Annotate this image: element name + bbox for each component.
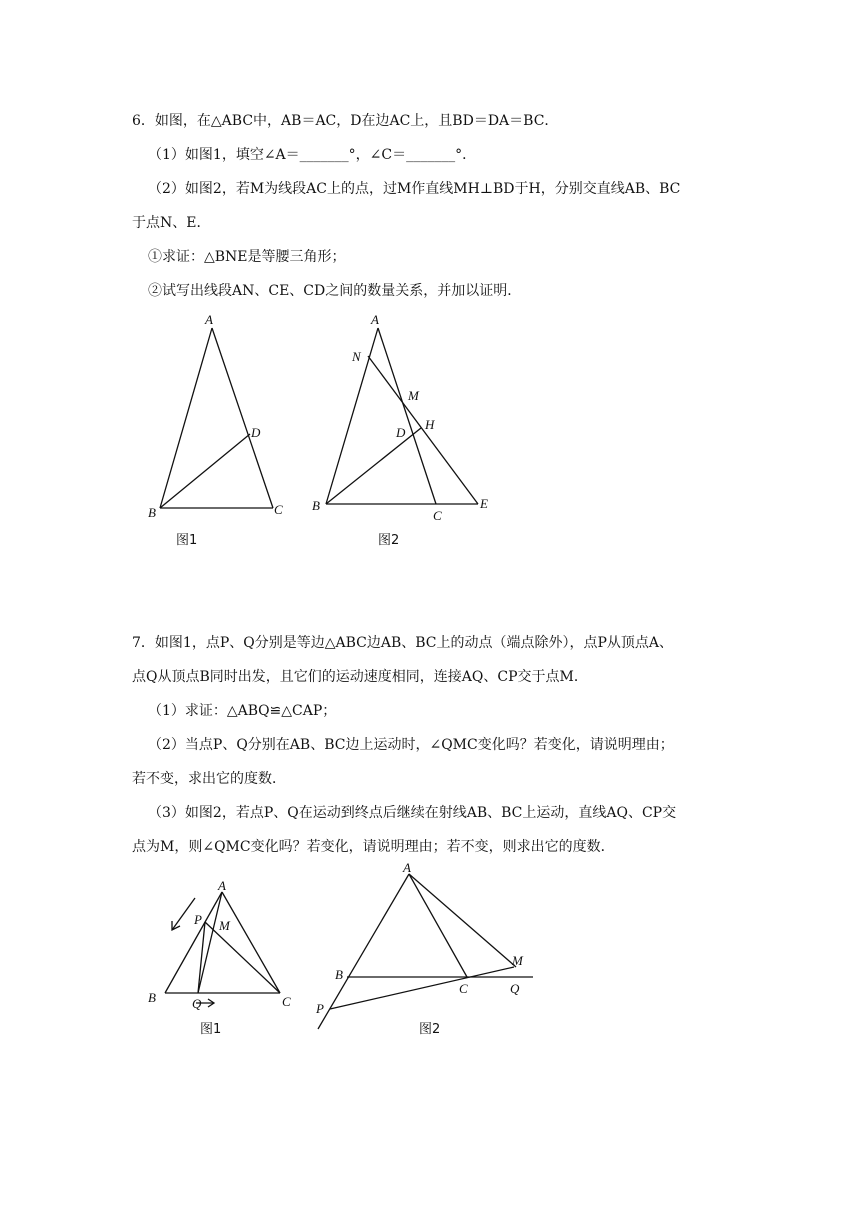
label-q: Q [510, 981, 520, 996]
p7-line-7: 点为M，则∠QMC变化吗？若变化，请说明理由；若不变，则求出它的度数． [132, 839, 615, 855]
p7-line-3: （1）求证：△ABQ≌△CAP； [148, 703, 337, 719]
label-m: M [408, 388, 419, 403]
caption-fig2: 图2 [419, 1022, 441, 1037]
label-c: C [282, 994, 291, 1009]
label-p: P [316, 1001, 324, 1016]
p7-line-2: 点Q从顶点B同时出发，且它们的运动速度相同，连接AQ、CP交于点M． [132, 669, 588, 685]
segment-am [409, 874, 516, 967]
p6-line-2: （1）如图1，填空∠A＝_______°，∠C＝_______°． [148, 147, 477, 163]
label-d: D [251, 425, 261, 440]
label-c: C [459, 981, 468, 996]
p7-line-1: 7．如图1，点P、Q分别是等边△ABC边AB、BC上的动点（端点除外），点P从顶点A、 [132, 635, 674, 651]
label-c: C [274, 502, 283, 517]
p6-line-6: ②试写出线段AN、CE、CD之间的数量关系，并加以证明． [148, 283, 522, 299]
label-b: B [312, 498, 320, 513]
label-b: B [335, 967, 343, 982]
label-a: A [371, 312, 379, 327]
p6-line-1: 6．如图，在△ABC中，AB＝AC，D在边AC上，且BD＝DA＝BC． [132, 113, 559, 129]
label-b: B [148, 505, 156, 520]
p7-line-5: 若不变，求出它的度数． [132, 771, 286, 787]
label-a: A [403, 860, 411, 875]
label-b: B [148, 990, 156, 1005]
label-h: H [425, 417, 435, 432]
p7-line-4: （2）当点P、Q分别在AB、BC边上运动时，∠QMC变化吗？若变化，请说明理由； [148, 737, 674, 753]
segment-ap [318, 874, 409, 1029]
p6-line-3: （2）如图2，若M为线段AC上的点，过M作直线MH⊥BD于H，分别交直线AB、BC [148, 181, 681, 197]
label-n: N [352, 349, 361, 364]
label-a: A [205, 312, 213, 327]
p7-line-6: （3）如图2，若点P、Q在运动到终点后继续在射线AB、BC上运动，直线AQ、CP交 [148, 805, 677, 821]
p6-line-5: ①求证：△BNE是等腰三角形； [148, 249, 346, 265]
segment-pm [330, 967, 514, 1009]
label-e: E [480, 496, 488, 511]
label-p: P [194, 912, 202, 927]
segment-ac [409, 874, 467, 977]
caption-fig1: 图1 [200, 1022, 222, 1037]
label-q: Q [192, 996, 202, 1011]
p6-line-4: 于点N、E． [132, 215, 211, 231]
caption-fig2: 图2 [378, 533, 400, 548]
label-d: D [396, 425, 406, 440]
label-c: C [433, 508, 442, 523]
label-a: A [218, 878, 226, 893]
caption-fig1: 图1 [176, 533, 198, 548]
label-m: M [219, 918, 230, 933]
label-m: M [512, 953, 523, 968]
